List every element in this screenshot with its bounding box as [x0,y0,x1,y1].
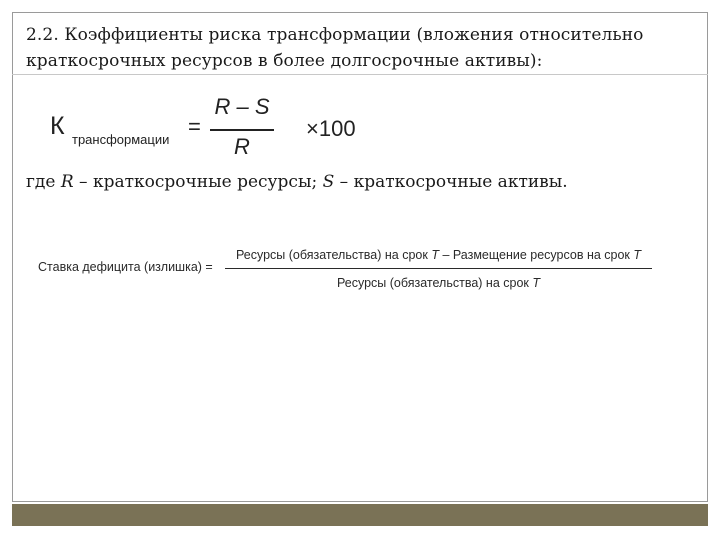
deficit-rate-formula [38,248,678,300]
where-prefix: где [26,172,61,192]
formula-multiplier: ×100 [306,116,356,141]
transformation-formula [50,94,356,166]
where-mid: – краткосрочные ресурсы; [73,172,323,192]
deficit-den-part-a: Ресурсы (обязательства) на срок [337,276,533,290]
deficit-den-t: Т [532,276,540,290]
formula-k: К [50,112,65,140]
footer-bar [12,504,708,526]
var-s: S [322,172,335,192]
deficit-formula-denominator [225,276,652,290]
deficit-fraction-bar [225,268,652,269]
var-r: R [60,172,74,192]
formula-equals: = [188,114,201,139]
slide-heading: 2.2. Коэффициенты риска трансформации (вложения относительно краткосрочных ресурсов в более долгосрочные активы): [26,25,644,71]
fraction-bar [210,129,274,131]
formula-subscript: трансформации [72,132,170,147]
formula-denominator: R [234,134,250,159]
deficit-num-part-b: – Размещение ресурсов на срок [438,248,634,262]
deficit-formula-lhs: Ставка дефицита (излишка) = [38,260,213,274]
variable-definitions [26,170,696,194]
heading-divider [12,74,708,75]
deficit-num-part-a: Ресурсы (обязательства) на срок [235,248,432,262]
formula-numerator: R – S [214,94,270,119]
deficit-num-t1: Т [431,248,439,262]
where-suffix: – краткосрочные активы. [334,172,568,192]
deficit-formula-numerator [225,248,652,262]
deficit-num-t2: Т [633,248,642,262]
